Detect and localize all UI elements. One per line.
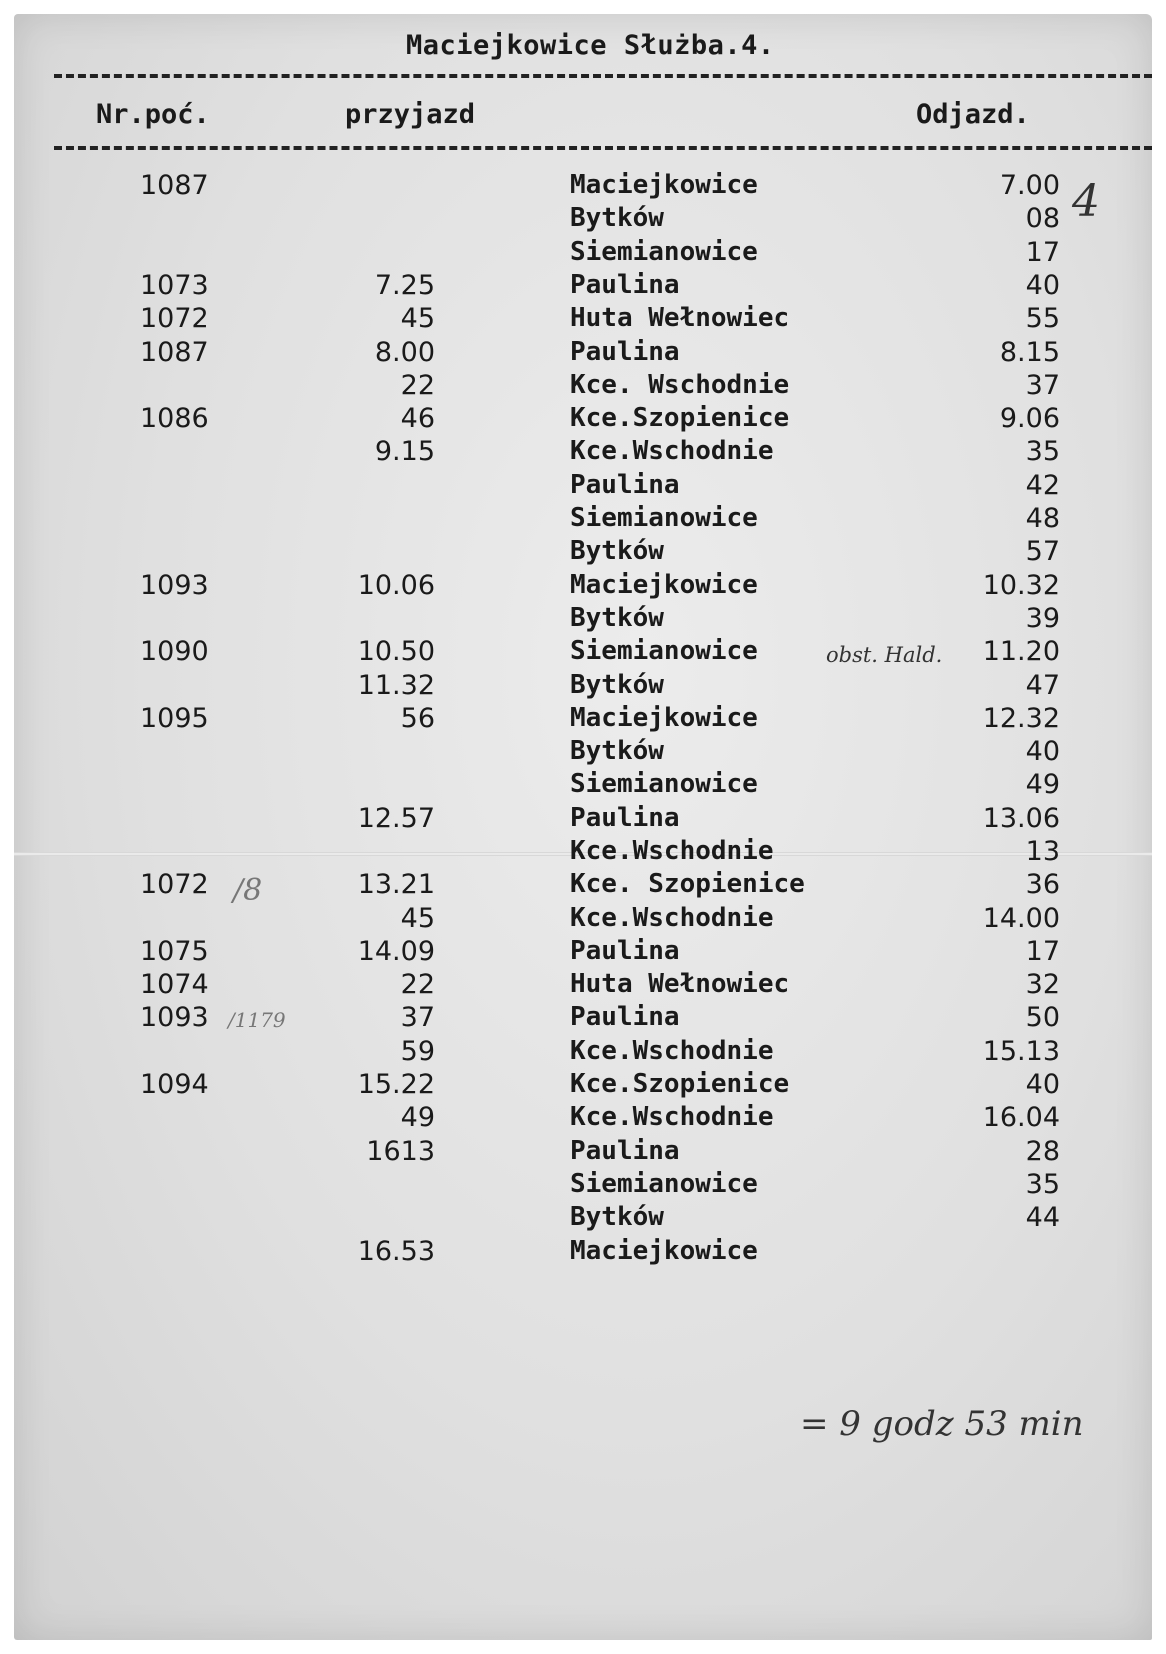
station-name: Paulina — [570, 803, 680, 833]
arrival-time: 49 — [400, 1102, 435, 1133]
station-name: Paulina — [570, 470, 680, 500]
station-name: Kce.Wschodnie — [570, 903, 774, 933]
station-name: Kce.Wschodnie — [570, 1036, 774, 1066]
arrival-time: 56 — [400, 703, 435, 734]
station-name: Bytków — [570, 1202, 664, 1232]
station-name: Bytków — [570, 736, 664, 766]
train-number: 1093 — [140, 1002, 209, 1033]
departure-time: 10.32 — [982, 570, 1060, 601]
station-name: Bytków — [570, 536, 664, 566]
station-name: Paulina — [570, 1136, 680, 1166]
station-name: Maciejkowice — [570, 703, 758, 733]
arrival-time: 22 — [400, 370, 435, 401]
station-name: Kce.Wschodnie — [570, 836, 774, 866]
station-name: Kce. Szopienice — [570, 869, 805, 899]
departure-time: 39 — [1025, 603, 1060, 634]
header-nr: Nr.poć. — [96, 99, 210, 130]
station-name: Huta Wełnowiec — [570, 969, 790, 999]
handwritten-obst-note: obst. Hald. — [826, 643, 943, 667]
train-number: 1087 — [140, 337, 209, 368]
station-name: Siemianowice — [570, 769, 758, 799]
departure-time: 8.15 — [999, 337, 1060, 368]
arrival-time: 46 — [400, 403, 435, 434]
departure-time: 44 — [1025, 1202, 1060, 1233]
arrival-time: 8.00 — [374, 337, 435, 368]
departure-time: 13.06 — [982, 803, 1060, 834]
train-number: 1073 — [140, 270, 209, 301]
station-name: Siemianowice — [570, 636, 758, 666]
station-name: Maciejkowice — [570, 1236, 758, 1266]
train-number: 1074 — [140, 969, 209, 1000]
departure-time: 40 — [1025, 1069, 1060, 1100]
handwritten-suffix-1093: /1179 — [228, 1008, 286, 1032]
departure-time: 35 — [1025, 1169, 1060, 1200]
departure-time: 36 — [1025, 869, 1060, 900]
departure-time: 49 — [1025, 769, 1060, 800]
station-name: Paulina — [570, 270, 680, 300]
station-name: Kce.Szopienice — [570, 1069, 790, 1099]
arrival-time: 45 — [400, 903, 435, 934]
station-name: Siemianowice — [570, 237, 758, 267]
station-name: Kce.Wschodnie — [570, 1102, 774, 1132]
station-name: Bytków — [570, 670, 664, 700]
station-name: Paulina — [570, 337, 680, 367]
train-number: 1090 — [140, 636, 209, 667]
arrival-time: 10.06 — [357, 570, 435, 601]
departure-time: 55 — [1025, 303, 1060, 334]
station-name: Kce. Wschodnie — [570, 370, 790, 400]
header-arrival: przyjazd — [345, 99, 476, 130]
arrival-time: 37 — [400, 1002, 435, 1033]
departure-time: 48 — [1025, 503, 1060, 534]
header-departure: Odjazd. — [916, 99, 1030, 130]
arrival-time: 10.50 — [357, 636, 435, 667]
arrival-time: 15.22 — [357, 1069, 435, 1100]
departure-time: 15.13 — [982, 1036, 1060, 1067]
handwritten-mark: 4 — [1072, 176, 1100, 227]
arrival-time: 22 — [400, 969, 435, 1000]
station-name: Kce.Wschodnie — [570, 436, 774, 466]
station-name: Bytków — [570, 603, 664, 633]
arrival-time: 59 — [400, 1036, 435, 1067]
header-rule-top — [54, 74, 1152, 78]
arrival-time: 12.57 — [357, 803, 435, 834]
train-number: 1086 — [140, 403, 209, 434]
departure-time: 9.06 — [999, 403, 1060, 434]
document-title: Maciejkowice Służba.4. — [406, 30, 775, 61]
departure-time: 16.04 — [982, 1102, 1060, 1133]
train-number: 1072 — [140, 869, 209, 900]
arrival-time: 45 — [400, 303, 435, 334]
departure-time: 13 — [1025, 836, 1060, 867]
train-number: 1072 — [140, 303, 209, 334]
departure-time: 08 — [1025, 203, 1060, 234]
arrival-time: 1613 — [366, 1136, 435, 1167]
departure-time: 12.32 — [982, 703, 1060, 734]
departure-time: 17 — [1025, 237, 1060, 268]
station-name: Huta Wełnowiec — [570, 303, 790, 333]
arrival-time: 11.32 — [357, 670, 435, 701]
train-number: 1087 — [140, 170, 209, 201]
train-number: 1094 — [140, 1069, 209, 1100]
header-rule-bottom — [54, 146, 1152, 150]
handwritten-suffix-1072: /8 — [233, 873, 263, 908]
departure-time: 40 — [1025, 736, 1060, 767]
arrival-time: 13.21 — [357, 869, 435, 900]
departure-time: 11.20 — [982, 636, 1060, 667]
departure-time: 40 — [1025, 270, 1060, 301]
departure-time: 50 — [1025, 1002, 1060, 1033]
departure-time: 42 — [1025, 470, 1060, 501]
departure-time: 37 — [1025, 370, 1060, 401]
handwritten-total-time: = 9 godz 53 min — [800, 1404, 1084, 1444]
departure-time: 28 — [1025, 1136, 1060, 1167]
train-number: 1093 — [140, 570, 209, 601]
station-name: Maciejkowice — [570, 170, 758, 200]
train-number: 1075 — [140, 936, 209, 967]
station-name: Kce.Szopienice — [570, 403, 790, 433]
arrival-time: 14.09 — [357, 936, 435, 967]
departure-time: 47 — [1025, 670, 1060, 701]
station-name: Paulina — [570, 936, 680, 966]
train-number: 1095 — [140, 703, 209, 734]
departure-time: 7.00 — [999, 170, 1060, 201]
station-name: Maciejkowice — [570, 570, 758, 600]
arrival-time: 16.53 — [357, 1236, 435, 1267]
station-name: Paulina — [570, 1002, 680, 1032]
departure-time: 32 — [1025, 969, 1060, 1000]
arrival-time: 7.25 — [374, 270, 435, 301]
arrival-time: 9.15 — [374, 436, 435, 467]
departure-time: 17 — [1025, 936, 1060, 967]
station-name: Siemianowice — [570, 1169, 758, 1199]
station-name: Bytków — [570, 203, 664, 233]
departure-time: 14.00 — [982, 903, 1060, 934]
departure-time: 57 — [1025, 536, 1060, 567]
station-name: Siemianowice — [570, 503, 758, 533]
departure-time: 35 — [1025, 436, 1060, 467]
